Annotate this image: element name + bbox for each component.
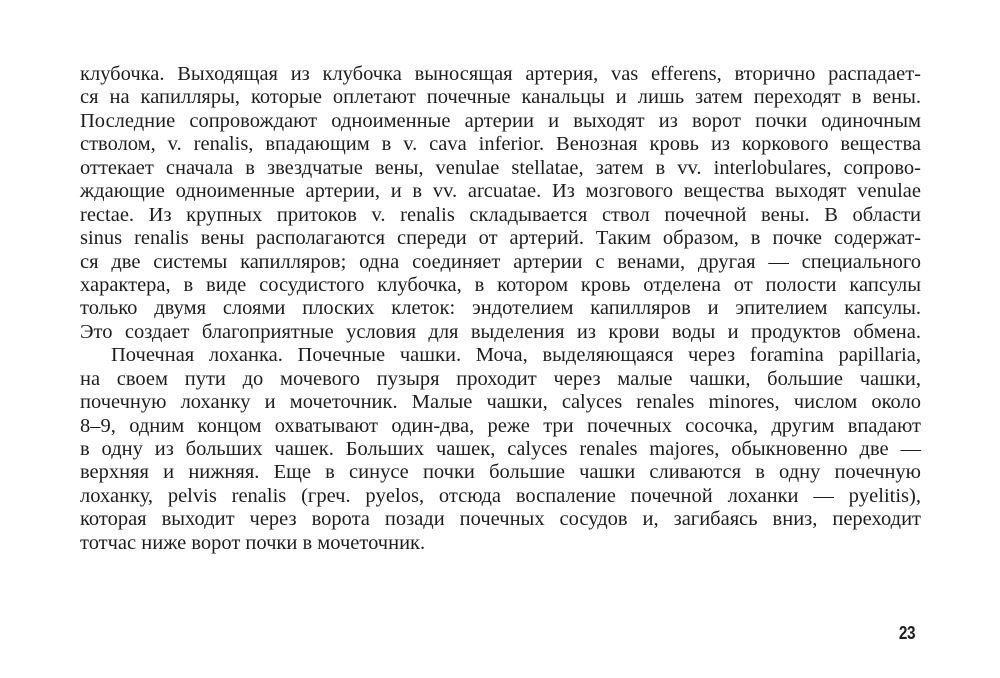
text-line: ся на капилляры, которые оплетают почечные канальцы и лишь затем переходят в вены. (80, 86, 921, 109)
text-line: верхняя и нижняя. Еще в синусе почки большие чашки сливаются в одну почечную (80, 461, 921, 484)
text-line: стволом, v. renalis, впадающим в v. cava inferior. Венозная кровь из коркового вещества (80, 133, 921, 156)
text-line: тотчас ниже ворот почки в мочеточник. (80, 531, 426, 554)
text-line: только двумя слоями плоских клеток: эндотелием капилляров и эпителием капсулы. (80, 297, 921, 320)
body-text (80, 63, 921, 555)
text-line: оттекает сначала в звездчатые вены, venulae stellatae, затем в vv. interlobulares, сопрово- (80, 156, 921, 179)
paragraph-1 (80, 63, 921, 344)
text-line: sinus renalis вены располагаются спереди от артерий. Таким образом, в почке содержат- (80, 227, 921, 250)
text-line: Последние сопровождают одноименные артерии и выходят из ворот почки одиночным (80, 109, 921, 132)
text-line: на своем пути до мочевого пузыря проходит через малые чашки, большие чашки, (80, 367, 921, 390)
text-line: которая выходит через ворота позади почечных сосудов и, загибаясь вниз, переходит (80, 508, 921, 531)
text-line: ся две системы капилляров; одна соединяет артерии с венами, другая — специального (80, 250, 921, 273)
page-number: 23 (898, 623, 915, 643)
text-line: характера, в виде сосудистого клубочка, в котором кровь отделена от полости капсулы (80, 273, 921, 296)
text-line: Почечная лоханка. Почечные чашки. Моча, выделяющаяся через foramina papillaria, (111, 344, 921, 367)
text-line: в одну из больших чашек. Больших чашек, calyces renales majores, обыкновенно две — (80, 438, 921, 460)
text-line: почечную лоханку и мочеточник. Малые чашки, calyces renales minores, числом около (80, 391, 921, 414)
text-line: 8–9, одним концом охватывают один-два, реже три почечных сосочка, другим впадают (80, 414, 921, 437)
text-line: rectae. Из крупных притоков v. renalis складывается ствол почечной вены. В области (80, 203, 921, 226)
paragraph-2 (80, 344, 921, 555)
text-line: Это создает благоприятные условия для выделения из крови воды и продуктов обмена. (80, 320, 921, 343)
text-line: лоханку, pelvis renalis (греч. pyelos, отсюда воспаление почечной лоханки — pyelitis), (80, 484, 921, 507)
text-line: ждающие одноименные артерии, и в vv. arcuatae. Из мозгового вещества выходят venulae (80, 180, 921, 203)
text-line: клубочка. Выходящая из клубочка выносящая артерия, vas efferens, вторично распадает- (80, 63, 921, 85)
